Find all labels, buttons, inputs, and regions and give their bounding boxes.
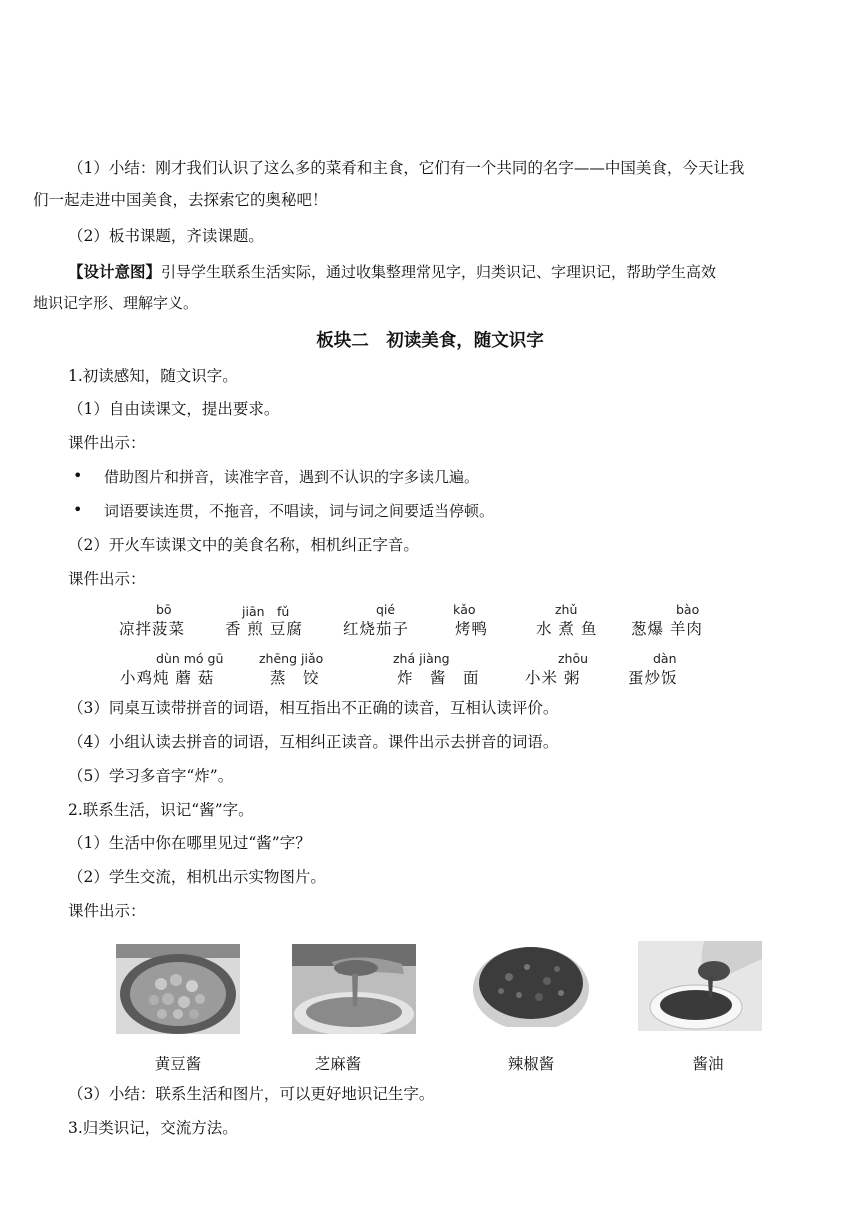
food-name: 葱爆 羊肉: [631, 620, 703, 638]
step-1-1: （1）自由读课文，提出要求。: [68, 400, 280, 418]
food-name: 蒸 饺: [270, 669, 320, 687]
bullet-item-1: 借助图片和拼音，读准字音，遇到不认识的字多读几遍。: [104, 468, 480, 486]
food-pinyin: zhōu: [558, 651, 589, 666]
photo-caption: 辣椒酱: [507, 1055, 555, 1073]
photo-caption: 黄豆酱: [154, 1055, 202, 1073]
food-name: 水 煮 鱼: [536, 620, 598, 638]
summary-line-1: （1）小结：刚才我们认识了这么多的菜肴和主食，它们有一个共同的名字——中国美食，今天让我: [68, 159, 745, 177]
section-title: 板块二 初读美食，随文识字: [316, 331, 544, 351]
food-pinyin: zhǔ: [555, 602, 578, 617]
design-intent-text: 引导学生联系生活实际，通过收集整理常见字，归类识记、字理识记，帮助学生高效: [161, 263, 717, 281]
step-2-1: （1）生活中你在哪里见过“酱”字？: [68, 834, 311, 852]
sesame-paste-photo: [292, 944, 416, 1034]
board-title-step: （2）板书课题，齐读课题。: [68, 227, 264, 245]
courseware-label: 课件出示：: [68, 434, 146, 452]
bullet-icon: •: [73, 466, 83, 485]
food-pinyin: dùn mó gū: [156, 651, 224, 666]
bullet-icon: •: [73, 500, 83, 519]
food-name: 凉拌菠菜: [119, 620, 186, 638]
food-name: 小米 粥: [525, 669, 581, 687]
food-name: 蛋炒饭: [628, 669, 678, 687]
step-1-3: （3）同桌互读带拼音的词语，相互指出不正确的读音，互相认读评价。: [68, 699, 559, 717]
food-pinyin: bào: [676, 602, 700, 617]
food-name: 烤鸭: [455, 620, 489, 638]
food-name: 炸 酱 面: [397, 669, 480, 687]
chili-sauce-photo: [469, 937, 593, 1027]
photo-caption: 酱油: [692, 1055, 724, 1073]
food-name: 红烧茄子: [343, 620, 410, 638]
step-1-5: （5）学习多音字“炸”。: [68, 767, 234, 785]
food-pinyin: kǎo: [453, 602, 476, 617]
step-1-4: （4）小组认读去拼音的词语，互相纠正读音。课件出示去拼音的词语。: [68, 733, 559, 751]
food-pinyin: dàn: [653, 651, 677, 666]
step-2-3: （3）小结：联系生活和图片，可以更好地识记生字。: [68, 1085, 435, 1103]
food-name: 香 煎 豆腐: [225, 620, 303, 638]
step-1: 1.初读感知，随文识字。: [68, 367, 238, 385]
step-2: 2.联系生活，识记“酱”字。: [68, 801, 254, 819]
design-intent-line-2: 地识记字形、理解字义。: [33, 294, 199, 312]
step-3: 3.归类识记，交流方法。: [68, 1119, 238, 1137]
design-intent-label: 【设计意图】: [68, 262, 162, 281]
food-pinyin: zhēng jiǎo: [259, 651, 324, 666]
courseware-label: 课件出示：: [68, 902, 146, 920]
photo-caption: 芝麻酱: [314, 1055, 362, 1073]
design-intent-line-1: [68, 262, 716, 282]
soy-sauce-photo: [638, 941, 762, 1031]
food-pinyin: zhá jiàng: [393, 651, 450, 666]
food-name: 小鸡炖 蘑 菇: [120, 669, 215, 687]
summary-line-2: 们一起走进中国美食，去探索它的奥秘吧！: [33, 191, 328, 209]
food-pinyin: jiān fǔ: [242, 604, 290, 619]
bullet-item-2: 词语要读连贯，不拖音，不唱读，词与词之间要适当停顿。: [104, 502, 495, 520]
food-pinyin: bō: [156, 602, 172, 617]
step-1-2: （2）开火车读课文中的美食名称，相机纠正字音。: [68, 536, 419, 554]
soybean-paste-photo: [116, 944, 240, 1034]
courseware-label: 课件出示：: [68, 570, 146, 588]
step-2-2: （2）学生交流，相机出示实物图片。: [68, 868, 326, 886]
food-pinyin: qié: [376, 602, 396, 617]
